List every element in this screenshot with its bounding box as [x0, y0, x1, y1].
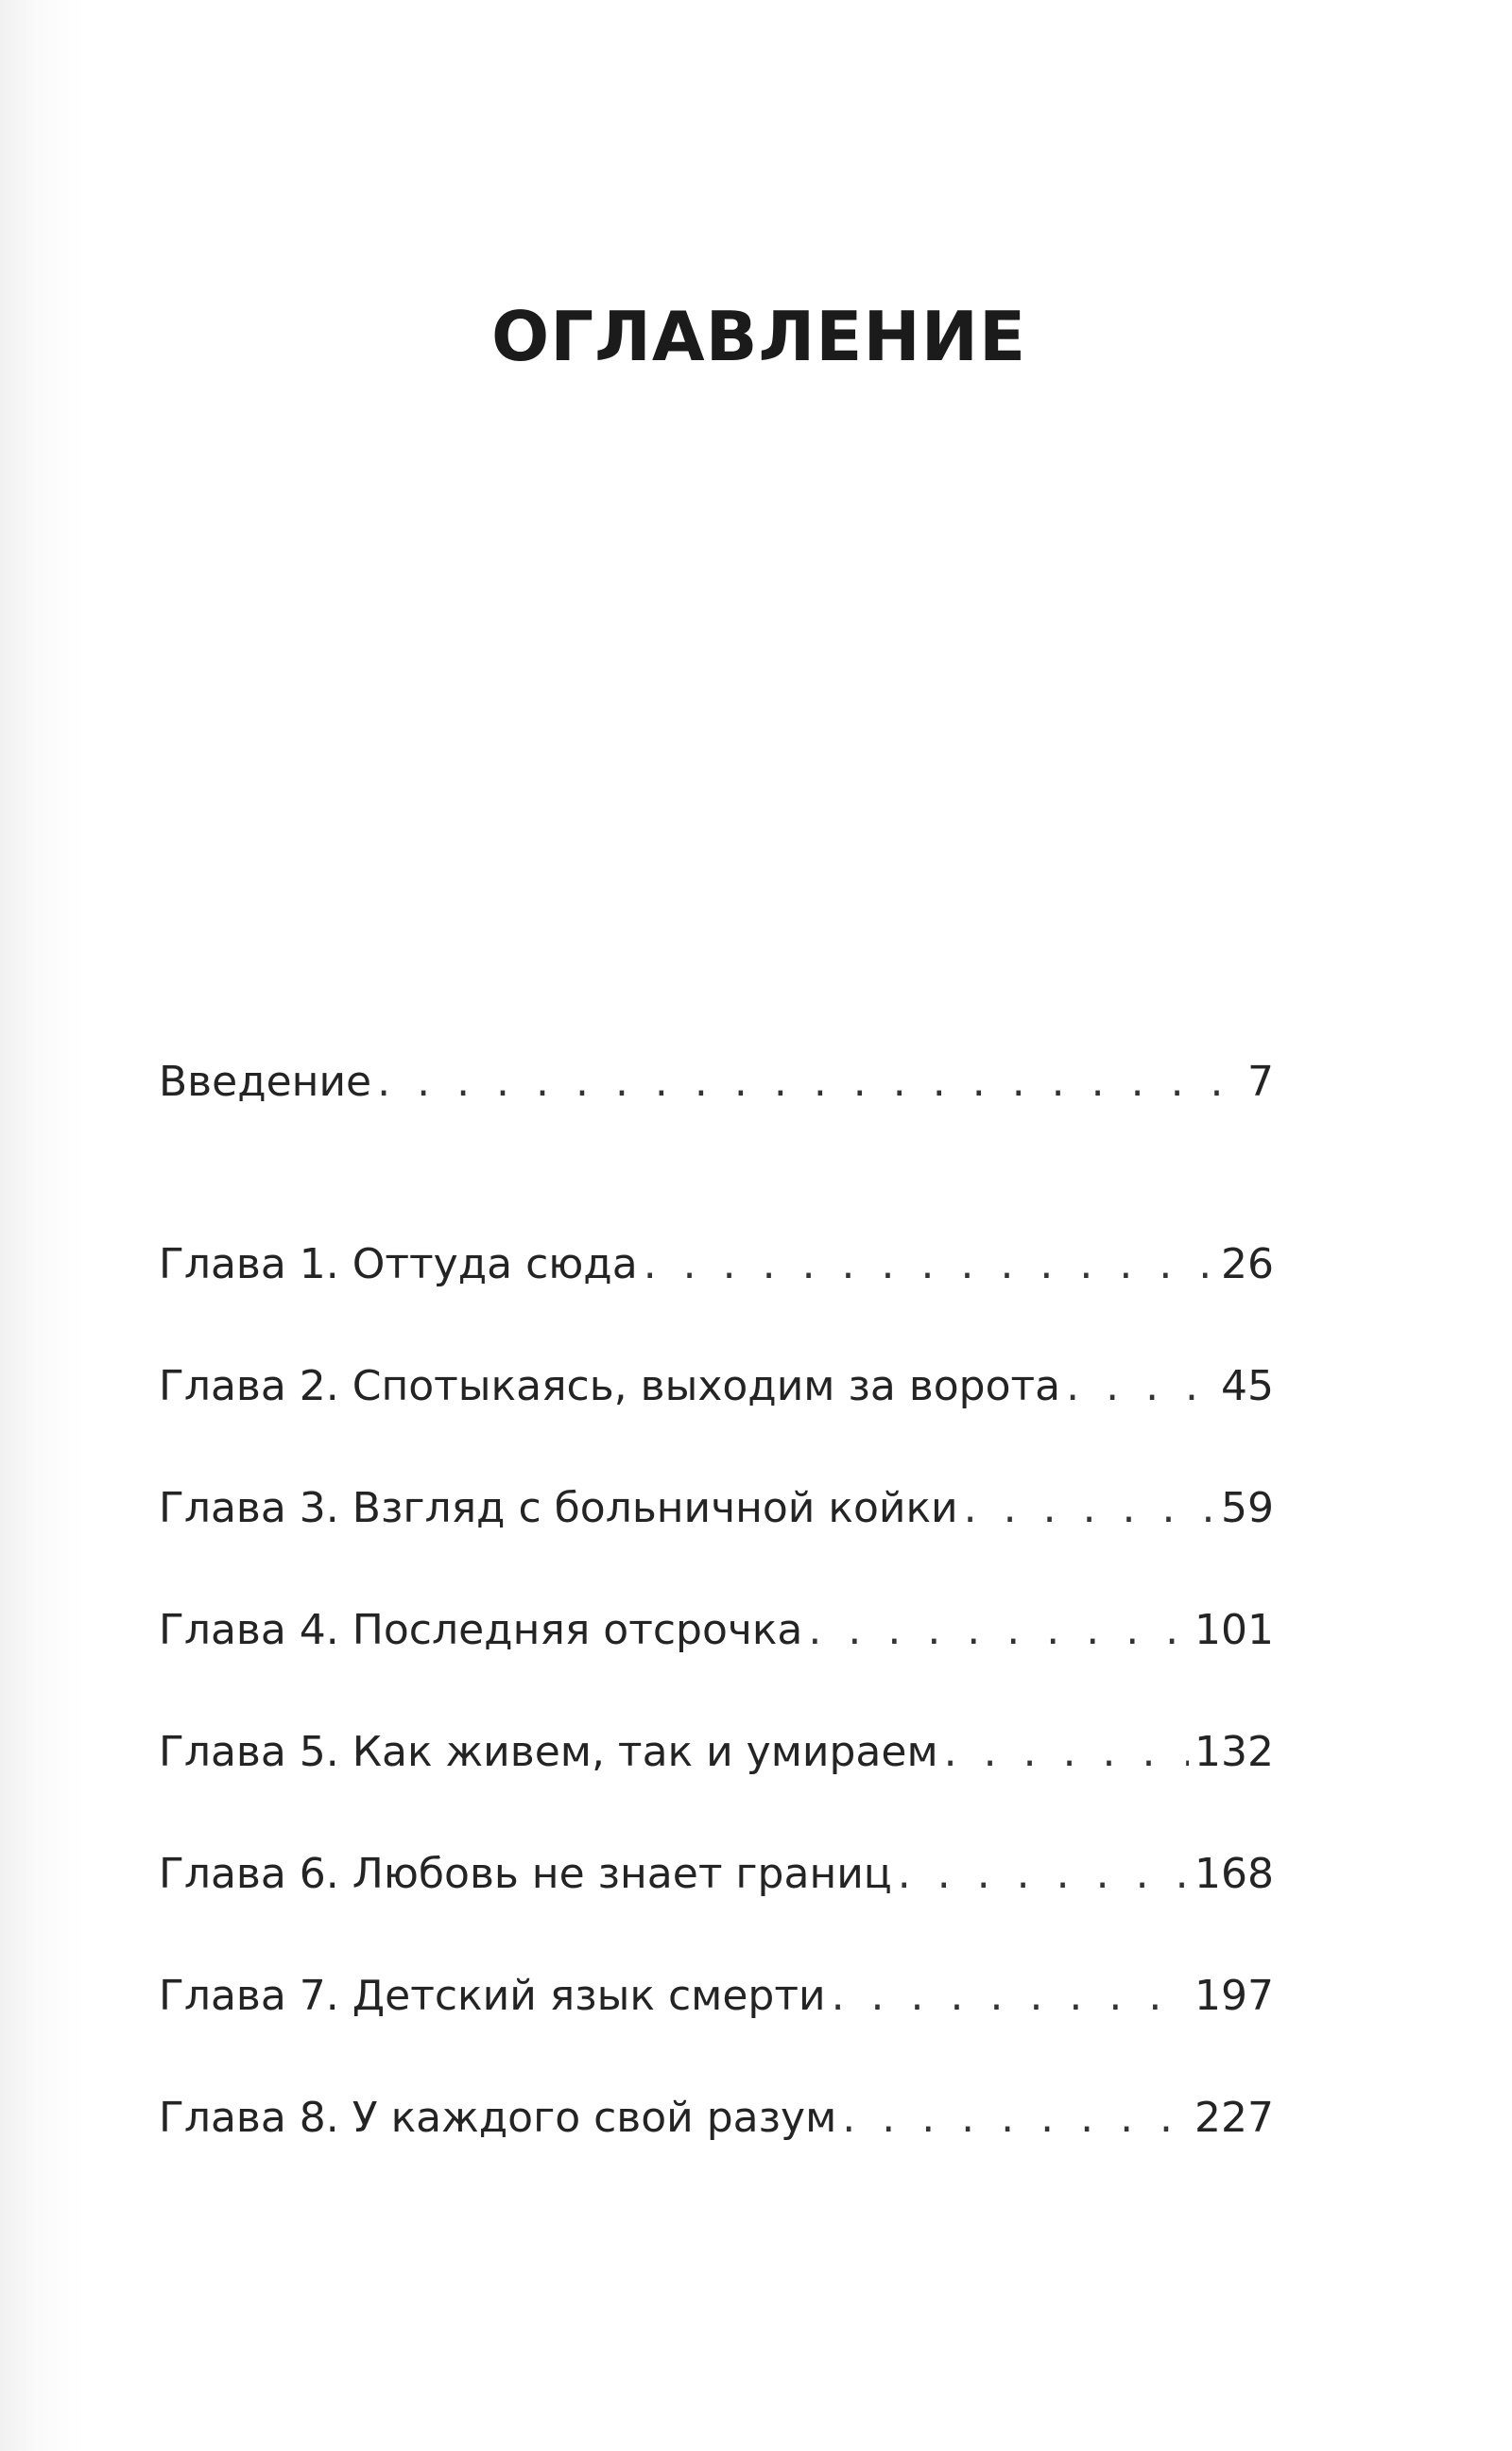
toc-entry-label: Глава 6. Любовь не знает границ [159, 1850, 892, 1898]
toc-entry-chapter-3 [159, 1480, 1274, 1537]
toc-entry-page: 197 [1194, 1972, 1274, 2020]
toc-entry-page: 45 [1221, 1362, 1274, 1410]
dot-leader [1066, 1358, 1215, 1415]
toc-entry-page: 168 [1194, 1850, 1274, 1898]
toc-entry-chapter-8 [159, 2090, 1274, 2147]
dot-leader [944, 1724, 1189, 1781]
dot-leader [898, 1846, 1189, 1903]
toc-entry-label: Глава 1. Оттуда сюда [159, 1240, 638, 1288]
toc-entry-chapter-5 [159, 1724, 1274, 1781]
toc-entry-label: Глава 4. Последняя отсрочка [159, 1606, 803, 1654]
dot-leader [377, 1054, 1242, 1111]
dot-leader [808, 1602, 1189, 1659]
toc-entry-page: 59 [1221, 1484, 1274, 1532]
toc-entry-label: Глава 7. Детский язык смерти [159, 1972, 826, 2020]
toc-entry-chapter-6 [159, 1846, 1274, 1903]
dot-leader [832, 1968, 1189, 2025]
toc-entry-chapter-1 [159, 1236, 1274, 1293]
toc-entry-label: Введение [159, 1058, 372, 1106]
toc-entry-page: 7 [1247, 1058, 1274, 1106]
toc-entry-page: 227 [1194, 2094, 1274, 2142]
dot-leader [842, 2090, 1189, 2147]
toc-entry-label: Глава 8. У каждого свой разум [159, 2094, 837, 2142]
page-title: ОГЛАВЛЕНИЕ [491, 297, 1027, 376]
toc-entry-page: 132 [1194, 1728, 1274, 1776]
toc-entry-page: 101 [1194, 1606, 1274, 1654]
toc-entry-introduction [159, 1054, 1274, 1111]
toc-entry-label: Глава 2. Спотыкаясь, выходим за ворота [159, 1362, 1061, 1410]
toc-entry-chapter-2 [159, 1358, 1274, 1415]
toc-entry-label: Глава 5. Как живем, так и умираем [159, 1728, 938, 1776]
toc-entry-chapter-4 [159, 1602, 1274, 1659]
dot-leader [644, 1236, 1215, 1293]
toc-entry-chapter-7 [159, 1968, 1274, 2025]
toc-entry-page: 26 [1221, 1240, 1274, 1288]
toc-entry-label: Глава 3. Взгляд с больничной койки [159, 1484, 958, 1532]
dot-leader [964, 1480, 1215, 1537]
